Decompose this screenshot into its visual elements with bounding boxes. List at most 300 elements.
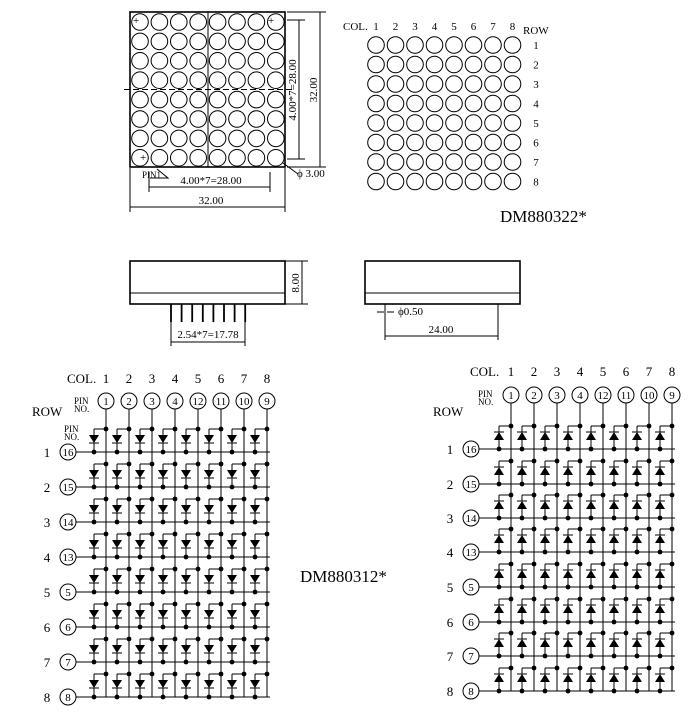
col-pin-label: 12: [597, 390, 609, 402]
junction-dot: [509, 597, 514, 602]
junction-dot: [578, 597, 583, 602]
col-pin-label: 1: [508, 390, 514, 402]
junction-dot: [670, 562, 675, 567]
schL-rowpin-no-2: NO.: [64, 432, 80, 442]
junction-dot: [635, 689, 640, 694]
dotmap-row-label: 5: [533, 118, 539, 130]
front-led-dot: [268, 72, 285, 89]
dotmap-led-dot: [426, 37, 443, 54]
dotmap-led-dot: [504, 173, 521, 190]
junction-dot: [173, 497, 178, 502]
schR-row-header: ROW: [433, 404, 464, 419]
junction-dot: [670, 424, 675, 429]
led-diode: [89, 610, 99, 618]
junction-dot: [115, 520, 120, 525]
front-led-dot: [171, 14, 188, 31]
junction-dot: [589, 550, 594, 555]
led-diode: [89, 575, 99, 583]
row-pin-label: 7: [65, 657, 71, 669]
junction-dot: [520, 482, 525, 487]
junction-dot: [127, 672, 132, 677]
dotmap-led-dot: [368, 37, 385, 54]
led-diode: [204, 610, 214, 618]
dotmap-led-dot: [485, 95, 502, 112]
front-led-dot: [132, 33, 149, 50]
junction-dot: [624, 666, 629, 671]
junction-dot: [219, 532, 224, 537]
junction-dot: [578, 493, 583, 498]
dotmap-led-dot: [504, 76, 521, 93]
junction-dot: [219, 427, 224, 432]
led-diode: [632, 639, 642, 647]
junction-dot: [230, 625, 235, 630]
col-pin-label: 9: [264, 396, 270, 408]
led-diode: [586, 674, 596, 682]
junction-dot: [532, 527, 537, 532]
led-diode: [655, 432, 665, 440]
junction-dot: [624, 562, 629, 567]
led-diode: [250, 505, 260, 513]
dotmap-led-dot: [407, 134, 424, 151]
led-diode: [517, 674, 527, 682]
junction-dot: [509, 631, 514, 636]
dim-height: 32.00: [308, 77, 320, 103]
schematic-right: [433, 364, 680, 699]
junction-dot: [566, 550, 571, 555]
front-led-dot: [229, 53, 246, 70]
junction-dot: [497, 620, 502, 625]
junction-dot: [578, 562, 583, 567]
junction-dot: [647, 527, 652, 532]
front-led-dot: [171, 111, 188, 128]
dotmap-led-dot: [465, 115, 482, 132]
junction-dot: [138, 485, 143, 490]
junction-dot: [509, 424, 514, 429]
junction-dot: [670, 597, 675, 602]
led-diode: [135, 575, 145, 583]
junction-dot: [161, 695, 166, 700]
junction-dot: [253, 485, 258, 490]
junction-dot: [647, 562, 652, 567]
dotmap-col-labels: [373, 21, 516, 33]
led-diode: [540, 639, 550, 647]
dim-vertical-pitch: 4.00*7=28.00: [287, 59, 299, 121]
model-number-top: DM880322*: [500, 207, 587, 226]
junction-dot: [658, 585, 663, 590]
junction-dot: [92, 450, 97, 455]
led-diode: [204, 435, 214, 443]
junction-dot: [219, 637, 224, 642]
led-diode: [655, 639, 665, 647]
junction-dot: [150, 497, 155, 502]
junction-dot: [138, 520, 143, 525]
front-led-dot: [229, 72, 246, 89]
led-diode: [204, 470, 214, 478]
led-diode: [250, 575, 260, 583]
led-diode: [563, 605, 573, 613]
dotmap-led-dot: [485, 37, 502, 54]
junction-dot: [670, 631, 675, 636]
junction-dot: [184, 590, 189, 595]
front-led-dot: [209, 111, 226, 128]
junction-dot: [509, 562, 514, 567]
junction-dot: [219, 567, 224, 572]
col-pin-label: 4: [577, 390, 583, 402]
junction-dot: [253, 520, 258, 525]
side-view-right: [365, 261, 520, 340]
dotmap-led-dot: [426, 56, 443, 73]
front-led-dot: [132, 72, 149, 89]
front-led-dot: [268, 130, 285, 147]
led-diode: [135, 610, 145, 618]
col-pin-label: 12: [192, 396, 204, 408]
led-diode: [112, 680, 122, 688]
junction-dot: [612, 550, 617, 555]
junction-dot: [173, 462, 178, 467]
col-pin-label: 2: [531, 390, 537, 402]
junction-dot: [532, 459, 537, 464]
junction-dot: [230, 520, 235, 525]
junction-dot: [242, 637, 247, 642]
junction-dot: [601, 493, 606, 498]
row-pin-label: 16: [62, 447, 74, 459]
junction-dot: [150, 532, 155, 537]
dotmap-led-dot: [368, 154, 385, 171]
dotmap-led-dot: [465, 56, 482, 73]
dotmap-led-dot: [387, 76, 404, 93]
junction-dot: [532, 424, 537, 429]
led-diode: [89, 645, 99, 653]
led-diode: [158, 505, 168, 513]
led-diode: [227, 610, 237, 618]
dotmap-row-label: 4: [533, 98, 539, 111]
row-pin-label: 8: [468, 686, 474, 698]
front-led-dot: [190, 14, 207, 31]
led-diode: [586, 570, 596, 578]
schL-rowpin-no-1: PIN: [64, 424, 79, 434]
junction-dot: [555, 459, 560, 464]
led-diode: [135, 470, 145, 478]
junction-dot: [207, 695, 212, 700]
led-diode: [227, 575, 237, 583]
junction-dot: [601, 459, 606, 464]
junction-dot: [173, 532, 178, 537]
junction-dot: [566, 447, 571, 452]
junction-dot: [265, 637, 270, 642]
led-diode: [563, 674, 573, 682]
dotmap-led-dot: [368, 173, 385, 190]
junction-dot: [115, 660, 120, 665]
led-diode: [586, 467, 596, 475]
front-led-dot: [209, 14, 226, 31]
junction-dot: [184, 520, 189, 525]
junction-dot: [566, 585, 571, 590]
led-diode: [655, 674, 665, 682]
front-led-dot: [248, 33, 265, 50]
junction-dot: [543, 620, 548, 625]
front-led-dot: [151, 53, 168, 70]
front-led-dot: [229, 33, 246, 50]
junction-dot: [670, 493, 675, 498]
dim-width: 32.00: [198, 195, 224, 207]
led-diode: [227, 505, 237, 513]
led-diode: [112, 540, 122, 548]
dotmap-led-dot: [465, 173, 482, 190]
junction-dot: [497, 516, 502, 521]
model-number-left: DM880312*: [300, 567, 387, 586]
junction-dot: [658, 689, 663, 694]
dotmap-led-dot: [465, 154, 482, 171]
led-diode: [609, 501, 619, 509]
led-diode: [494, 605, 504, 613]
junction-dot: [104, 497, 109, 502]
led-diode: [632, 535, 642, 543]
led-diode: [563, 639, 573, 647]
junction-dot: [589, 654, 594, 659]
row-label: 3: [446, 511, 454, 526]
junction-dot: [532, 562, 537, 567]
junction-dot: [104, 672, 109, 677]
junction-dot: [92, 695, 97, 700]
row-pin-label: 14: [465, 513, 477, 525]
schR-colpin-no-1: PIN: [478, 389, 493, 399]
junction-dot: [635, 482, 640, 487]
led-diode: [563, 501, 573, 509]
junction-dot: [543, 550, 548, 555]
junction-dot: [497, 550, 502, 555]
dotmap-led-dot: [368, 95, 385, 112]
junction-dot: [104, 602, 109, 607]
side-view-left: [130, 261, 308, 346]
junction-dot: [242, 497, 247, 502]
dotmap-led-dot: [426, 76, 443, 93]
led-diode: [540, 467, 550, 475]
front-led-dot: [190, 53, 207, 70]
junction-dot: [647, 459, 652, 464]
junction-dot: [509, 527, 514, 532]
led-diode: [89, 470, 99, 478]
led-diode: [158, 645, 168, 653]
led-diode: [227, 470, 237, 478]
junction-dot: [520, 447, 525, 452]
junction-dot: [601, 527, 606, 532]
junction-dot: [265, 427, 270, 432]
dotmap-led-dot: [387, 173, 404, 190]
led-diode: [609, 432, 619, 440]
junction-dot: [207, 555, 212, 560]
junction-dot: [635, 654, 640, 659]
junction-dot: [230, 450, 235, 455]
front-led-dot: [132, 53, 149, 70]
junction-dot: [578, 459, 583, 464]
dotmap-led-dot: [485, 76, 502, 93]
col-pin-label: 3: [554, 390, 560, 402]
led-diode: [89, 680, 99, 688]
row-label: 3: [43, 515, 51, 530]
led-diode: [181, 680, 191, 688]
junction-dot: [127, 637, 132, 642]
front-led-dot: [248, 130, 265, 147]
dotmap-led-dot: [368, 115, 385, 132]
junction-dot: [161, 485, 166, 490]
led-diode: [609, 570, 619, 578]
junction-dot: [601, 597, 606, 602]
led-diode: [181, 435, 191, 443]
col-pin-label: 1: [103, 396, 109, 408]
junction-dot: [184, 660, 189, 665]
junction-dot: [265, 462, 270, 467]
junction-dot: [566, 620, 571, 625]
led-diode: [227, 680, 237, 688]
led-diode: [586, 605, 596, 613]
front-led-dot: [190, 33, 207, 50]
junction-dot: [555, 631, 560, 636]
row-pin-label: 13: [465, 547, 477, 559]
front-led-dot: [248, 72, 265, 89]
junction-dot: [127, 427, 132, 432]
led-diode: [609, 639, 619, 647]
dotmap-row-label: 2: [533, 59, 539, 72]
junction-dot: [230, 485, 235, 490]
front-led-dot: [190, 111, 207, 128]
junction-dot: [520, 620, 525, 625]
junction-dot: [138, 625, 143, 630]
dotmap-led-dot: [504, 154, 521, 171]
row-label: 8: [43, 690, 51, 705]
junction-dot: [624, 493, 629, 498]
dotmap-col-label: 5: [451, 21, 457, 33]
junction-dot: [635, 447, 640, 452]
led-diode: [655, 605, 665, 613]
dotmap-row-label: 3: [533, 79, 539, 91]
junction-dot: [92, 590, 97, 595]
dotmap-led-dot: [407, 173, 424, 190]
junction-dot: [578, 631, 583, 636]
row-pin-label: 6: [65, 622, 71, 634]
led-diode: [540, 570, 550, 578]
junction-dot: [612, 620, 617, 625]
junction-dot: [555, 562, 560, 567]
led-diode: [540, 674, 550, 682]
row-pin-label: 13: [62, 552, 74, 564]
row-label: 5: [446, 580, 454, 595]
front-led-dot: [132, 111, 149, 128]
front-led-dot: [209, 130, 226, 147]
junction-dot: [658, 654, 663, 659]
led-diode: [517, 467, 527, 475]
dotmap-led-dot: [387, 95, 404, 112]
led-diode: [112, 575, 122, 583]
dotmap-led-dot: [407, 154, 424, 171]
junction-dot: [543, 447, 548, 452]
dotmap-led-dot: [485, 134, 502, 151]
led-diode: [517, 535, 527, 543]
junction-dot: [230, 695, 235, 700]
dotmap-led-dot: [504, 37, 521, 54]
junction-dot: [150, 567, 155, 572]
led-diode: [494, 639, 504, 647]
junction-dot: [127, 532, 132, 537]
dotmap-led-dot: [387, 154, 404, 171]
led-diode: [250, 610, 260, 618]
led-diode: [540, 605, 550, 613]
junction-dot: [92, 660, 97, 665]
led-diode: [609, 605, 619, 613]
led-diode: [135, 505, 145, 513]
junction-dot: [543, 585, 548, 590]
junction-dot: [184, 555, 189, 560]
dotmap-led-dot: [465, 37, 482, 54]
led-diode: [563, 432, 573, 440]
led-diode: [563, 570, 573, 578]
led-diode: [655, 570, 665, 578]
dotmap-led-dot: [426, 134, 443, 151]
schematic-left: [32, 371, 275, 705]
dotmap-led-dot: [407, 56, 424, 73]
dotmap-led-dot: [446, 115, 463, 132]
col-pin-label: 9: [669, 390, 675, 402]
dotmap-led-dot: [446, 95, 463, 112]
junction-dot: [265, 532, 270, 537]
junction-dot: [612, 482, 617, 487]
dim-dot-diameter: ϕ 3.00: [297, 168, 325, 180]
front-led-dot: [151, 111, 168, 128]
junction-dot: [150, 637, 155, 642]
junction-dot: [150, 602, 155, 607]
led-diode: [181, 610, 191, 618]
junction-dot: [184, 450, 189, 455]
schL-row-header: ROW: [32, 404, 63, 419]
junction-dot: [138, 450, 143, 455]
front-led-dot: [151, 130, 168, 147]
junction-dot: [207, 485, 212, 490]
front-led-dot: [132, 130, 149, 147]
led-diode: [655, 467, 665, 475]
junction-dot: [543, 689, 548, 694]
led-diode: [250, 435, 260, 443]
row-pin-label: 7: [468, 651, 474, 663]
dotmap-led-dot: [446, 134, 463, 151]
junction-dot: [532, 666, 537, 671]
dotmap-led-dot: [446, 56, 463, 73]
dotmap-led-dot: [485, 173, 502, 190]
junction-dot: [520, 550, 525, 555]
dim-side-height: 8.00: [290, 273, 302, 293]
junction-dot: [555, 527, 560, 532]
dotmap-col-label: 6: [470, 21, 477, 33]
junction-dot: [242, 672, 247, 677]
junction-dot: [207, 625, 212, 630]
junction-dot: [253, 660, 258, 665]
row-pin-label: 15: [62, 482, 74, 494]
junction-dot: [196, 602, 201, 607]
junction-dot: [589, 447, 594, 452]
front-plus-mark-tr: +: [268, 15, 275, 27]
junction-dot: [219, 462, 224, 467]
led-diode: [494, 467, 504, 475]
row-label: 2: [43, 480, 51, 495]
front-led-dot: [190, 130, 207, 147]
dotmap-led-dot: [368, 76, 385, 93]
junction-dot: [104, 637, 109, 642]
dotmap-col-label: 2: [392, 21, 399, 33]
junction-dot: [92, 625, 97, 630]
junction-dot: [635, 585, 640, 590]
front-led-dot: [229, 14, 246, 31]
junction-dot: [92, 485, 97, 490]
junction-dot: [265, 602, 270, 607]
led-diode: [517, 639, 527, 647]
